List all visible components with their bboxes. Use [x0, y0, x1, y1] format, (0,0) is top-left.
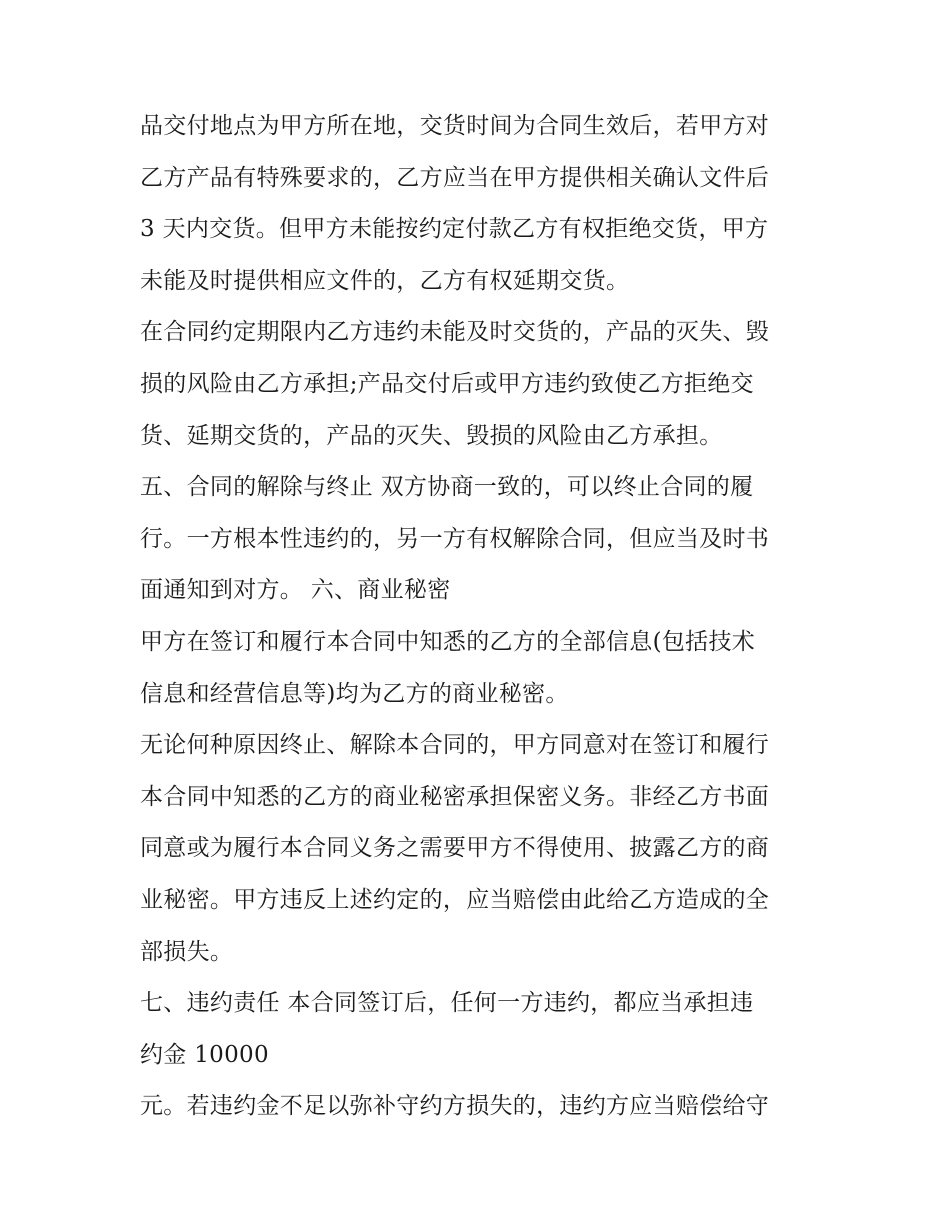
text-line: 业秘密。甲方违反上述约定的，应当赔偿由此给乙方造成的全 — [140, 886, 770, 913]
text-line: 元。若违约金不足以弥补守约方损失的，违约方应当赔偿给守 — [140, 1093, 770, 1120]
section-heading-line: 面通知到对方。 六、商业秘密 — [140, 577, 451, 604]
text-line: 部损失。 — [140, 938, 234, 965]
document-body — [140, 101, 815, 1133]
text-line: 本合同中知悉的乙方的商业秘密承担保密义务。非经乙方书面 — [140, 783, 770, 810]
text-line: 约金 10000 — [140, 1041, 269, 1068]
text-line: 行。一方根本性违约的，另一方有权解除合同，但应当及时书 — [140, 525, 770, 552]
text-line: 在合同约定期限内乙方违约未能及时交货的，产品的灭失、毁 — [140, 319, 770, 346]
section-heading-line: 七、违约责任 本合同签订后，任何一方违约，都应当承担违 — [140, 990, 754, 1017]
text-line: 未能及时提供相应文件的，乙方有权延期交货。 — [140, 267, 630, 294]
text-line: 无论何种原因终止、解除本合同的，甲方同意对在签订和履行 — [140, 732, 770, 759]
text-line: 甲方在签订和履行本合同中知悉的乙方的全部信息(包括技术 — [140, 628, 756, 655]
text-line: 乙方产品有特殊要求的，乙方应当在甲方提供相关确认文件后 — [140, 164, 770, 191]
text-line: 3 天内交货。但甲方未能按约定付款乙方有权拒绝交货，甲方 — [140, 216, 769, 243]
text-line: 损的风险由乙方承担;产品交付后或甲方违约致使乙方拒绝交 — [140, 370, 754, 397]
text-line: 同意或为履行本合同义务之需要甲方不得使用、披露乙方的商 — [140, 835, 770, 862]
text-line: 品交付地点为甲方所在地，交货时间为合同生效后，若甲方对 — [140, 113, 770, 139]
text-line: 信息和经营信息等)均为乙方的商业秘密。 — [140, 680, 569, 707]
text-line: 货、延期交货的，产品的灭失、毁损的风险由乙方承担。 — [140, 422, 723, 449]
section-heading-line: 五、合同的解除与终止 双方协商一致的，可以终止合同的履 — [140, 474, 754, 501]
